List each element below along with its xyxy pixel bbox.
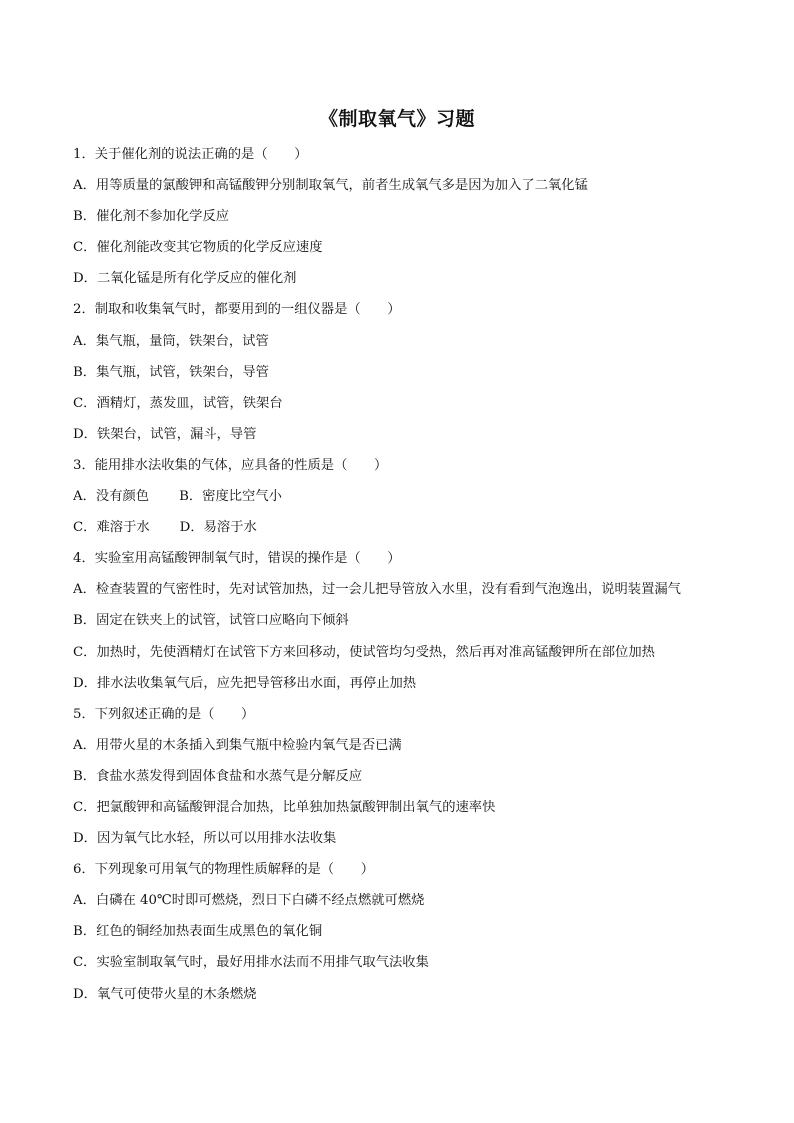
question-3-option-d: D．易溶于水 — [179, 520, 257, 536]
question-5-option-a: A．用带火星的木条插入到集气瓶中检验内氧气是否已满 — [73, 737, 402, 753]
question-5-option-b: B．食盐水蒸发得到固体食盐和水蒸气是分解反应 — [73, 768, 363, 784]
question-2: 2．制取和收集氧气时，都要用到的一组仪器是（ ） — [73, 302, 401, 318]
question-4: 4．实验室用高锰酸钾制氧气时，错误的操作是（ ） — [73, 551, 401, 567]
question-4-option-a: A．检查装置的气密性时，先对试管加热，过一会儿把导管放入水里，没有看到气泡逸出，说明装置漏气 — [73, 582, 681, 598]
question-3-option-b: B．密度比空气小 — [179, 489, 282, 505]
question-3: 3．能用排水法收集的气体，应具备的性质是（ ） — [73, 457, 388, 473]
question-2-option-b: B．集气瓶，试管，铁架台，导管 — [73, 364, 269, 380]
question-3-options-ab — [73, 487, 733, 518]
question-1-option-d: D．二氧化锰是所有化学反应的催化剂 — [73, 271, 297, 287]
question-2-option-d: D．铁架台，试管，漏斗，导管 — [73, 426, 257, 442]
question-6-option-a: A．白磷在 40℃时即可燃烧，烈日下白磷不经点燃就可燃烧 — [73, 893, 425, 909]
question-6: 6．下列现象可用氧气的物理性质解释的是（ ） — [73, 862, 374, 878]
question-4-option-d: D．排水法收集氧气后，应先把导管移出水面，再停止加热 — [73, 675, 417, 691]
question-6-option-d: D．氧气可使带火星的木条燃烧 — [73, 986, 257, 1002]
question-5-option-c: C．把氯酸钾和高锰酸钾混合加热，比单独加热氯酸钾制出氧气的速率快 — [73, 799, 496, 815]
question-5: 5．下列叙述正确的是（ ） — [73, 706, 255, 722]
question-1-option-c: C．催化剂能改变其它物质的化学反应速度 — [73, 240, 323, 256]
question-4-option-b: B．固定在铁夹上的试管，试管口应略向下倾斜 — [73, 613, 349, 629]
question-2-option-a: A．集气瓶，量筒，铁架台，试管 — [73, 333, 269, 349]
question-1-option-a: A．用等质量的氯酸钾和高锰酸钾分别制取氧气，前者生成氧气多是因为加入了二氧化锰 — [73, 178, 588, 194]
question-1: 1．关于催化剂的说法正确的是（ ） — [73, 147, 308, 162]
question-6-option-c: C．实验室制取氧气时，最好用排水法而不用排气取气法收集 — [73, 955, 429, 971]
question-3-option-c: C．难溶于水 — [73, 520, 150, 536]
question-4-option-c: C．加热时，先使酒精灯在试管下方来回移动，使试管均匀受热，然后再对准高锰酸钾所在部位加热 — [73, 644, 655, 660]
page-title: 《制取氧气》习题 — [318, 108, 475, 130]
question-3-options-cd — [73, 518, 733, 549]
question-list — [73, 145, 733, 1016]
question-3-option-a: A．没有颜色 — [73, 489, 150, 505]
question-1-option-b: B．催化剂不参加化学反应 — [73, 209, 230, 225]
question-2-option-c: C．酒精灯，蒸发皿，试管，铁架台 — [73, 395, 283, 411]
question-6-option-b: B．红色的铜经加热表面生成黑色的氧化铜 — [73, 924, 323, 940]
question-5-option-d: D．因为氧气比水轻，所以可以用排水法收集 — [73, 831, 337, 847]
